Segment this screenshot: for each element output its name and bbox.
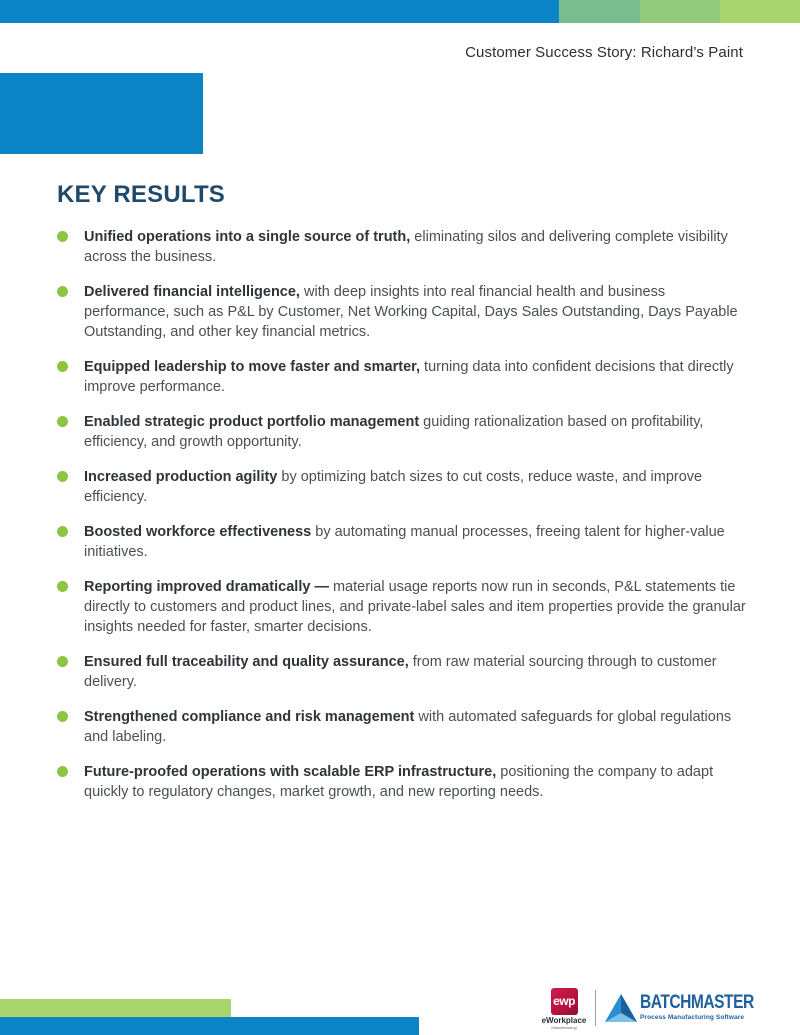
- top-bar-blue-segment: [0, 0, 559, 23]
- result-item-text: turning data into confident decisions that directly improve performance.: [84, 359, 734, 395]
- eworkplace-name: eWorkplace: [541, 1016, 587, 1025]
- result-item-lead: Reporting improved dramatically —: [84, 579, 329, 595]
- result-item: [57, 652, 747, 692]
- bottom-green-bar: [0, 999, 231, 1017]
- result-item-lead: Equipped leadership to move faster and smarter,: [84, 359, 421, 375]
- result-item-lead: Ensured full traceability and quality assurance,: [84, 654, 409, 670]
- document-header-title: Customer Success Story: Richard’s Paint: [465, 44, 743, 61]
- result-item: [57, 227, 747, 267]
- eworkplace-logo: [537, 988, 591, 1030]
- result-item-text: eliminating silos and delivering complete visibility across the business.: [84, 229, 728, 265]
- result-item: [57, 522, 747, 562]
- bullet-dot-icon: [57, 361, 68, 372]
- bullet-dot-icon: [57, 286, 68, 297]
- top-color-bar: [0, 0, 800, 23]
- result-item: [57, 282, 747, 342]
- result-item: [57, 577, 747, 637]
- batchmaster-logo: [604, 990, 754, 1026]
- result-item-lead: Future-proofed operations with scalable ERP infrastructure,: [84, 764, 497, 780]
- result-item: [57, 707, 747, 747]
- bullet-dot-icon: [57, 711, 68, 722]
- result-item-lead: Increased production agility: [84, 469, 278, 485]
- result-item-lead: Enabled strategic product portfolio management: [84, 414, 420, 430]
- bullet-dot-icon: [57, 526, 68, 537]
- key-results-list: [57, 227, 747, 817]
- result-item-lead: Unified operations into a single source of truth,: [84, 229, 411, 245]
- logo-divider: [595, 990, 596, 1026]
- bullet-dot-icon: [57, 656, 68, 667]
- result-item-lead: Strengthened compliance and risk management: [84, 709, 415, 725]
- result-item-lead: Delivered financial intelligence,: [84, 284, 300, 300]
- bullet-dot-icon: [57, 581, 68, 592]
- batchmaster-name: BATCHMASTER: [640, 992, 754, 1013]
- result-item: [57, 762, 747, 802]
- result-item-text: with automated safeguards for global regulations and labeling.: [84, 709, 732, 745]
- result-item: [57, 357, 747, 397]
- result-item-text: from raw material sourcing through to customer delivery.: [84, 654, 717, 690]
- result-item-text: by optimizing batch sizes to cut costs, reduce waste, and improve efficiency.: [84, 469, 703, 505]
- top-bar-green-segment: [640, 0, 720, 23]
- result-item-lead: Boosted workforce effectiveness: [84, 524, 312, 540]
- decorative-blue-block: [0, 73, 203, 154]
- bullet-dot-icon: [57, 766, 68, 777]
- result-item-text: by automating manual processes, freeing talent for higher-value initiatives.: [84, 524, 725, 560]
- bottom-blue-bar: [0, 1017, 419, 1035]
- bullet-dot-icon: [57, 416, 68, 427]
- result-item-text: guiding rationalization based on profitability, efficiency, and growth opportunity.: [84, 414, 704, 450]
- result-item: [57, 412, 747, 452]
- top-bar-teal-segment: [559, 0, 640, 23]
- bullet-dot-icon: [57, 471, 68, 482]
- eworkplace-mark-icon: ewp: [551, 988, 578, 1015]
- bullet-dot-icon: [57, 231, 68, 242]
- result-item: [57, 467, 747, 507]
- result-item-text: material usage reports now run in seconds, P&L statements tie directly to customers and product lines, and private-label sales and item properties provide the granular insights needed for faster, smarter decisions.: [84, 579, 746, 635]
- result-item-text: with deep insights into real financial health and business performance, such as P&L by Customer, Net Working Capital, Days Sales Outstanding, Days Payable Outstanding, and other key financial metrics.: [84, 284, 738, 340]
- top-bar-lime-segment: [720, 0, 800, 23]
- section-title: KEY RESULTS: [57, 181, 226, 208]
- batchmaster-tagline: Process Manufacturing Software: [640, 1014, 745, 1021]
- result-item-text: positioning the company to adapt quickly to regulatory changes, market growth, and new reporting needs.: [84, 764, 714, 800]
- eworkplace-subtitle: Manufacturing: [551, 1025, 577, 1030]
- batchmaster-pyramid-icon: [604, 993, 638, 1023]
